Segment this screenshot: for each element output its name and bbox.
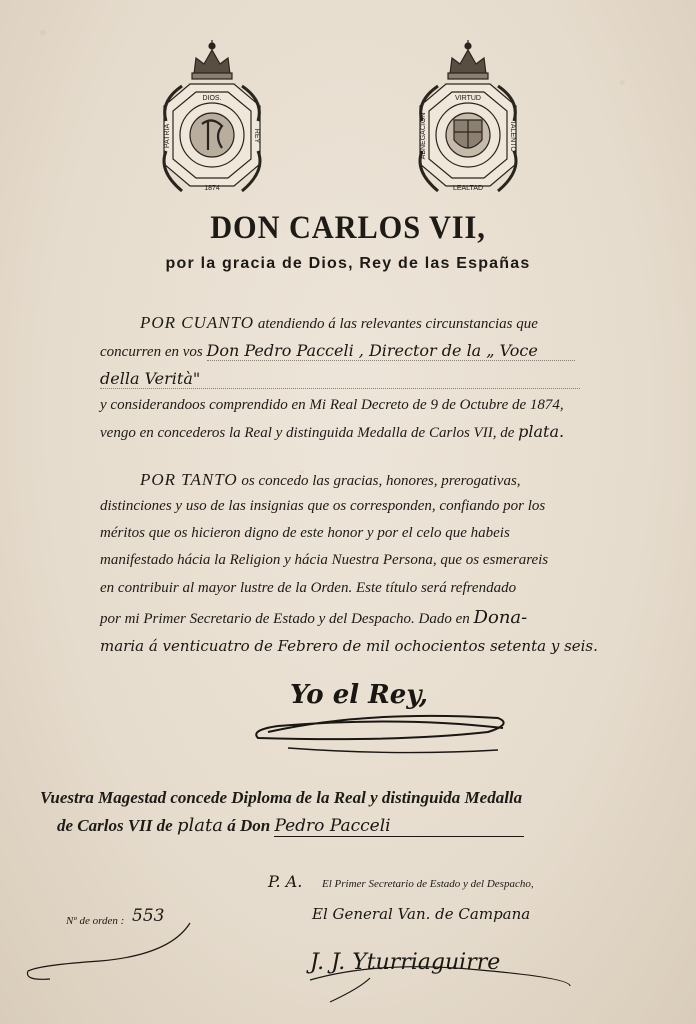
paper-stain xyxy=(620,80,625,85)
order-number-value: 553 xyxy=(132,906,165,926)
summary-recipient-handwritten: Pedro Pacceli xyxy=(274,816,524,837)
left-royal-seal xyxy=(152,36,272,201)
seal-left-top-text: DIOS. xyxy=(202,95,222,102)
p1-line-4: y considerandoos comprendido en Mi Real Decreto de 9 de Octubre de 1874, xyxy=(100,397,564,413)
summary-line-2-print-b: á Don xyxy=(227,816,271,835)
secretary-signature-handwritten: J. J. Yturriaguirre xyxy=(310,950,501,975)
seal-right-right-text: TALENTO xyxy=(509,120,516,152)
p1-line-3 xyxy=(100,369,580,389)
document-subtitle: por la gracia de Dios, Rey de las Españas xyxy=(165,255,531,272)
p2-line-1-text: os concedo las gracias, honores, prerogativas, xyxy=(241,473,521,489)
order-number-flourish xyxy=(20,915,200,985)
p2-line-4: manifestado hácia la Religion y hácia Nuestra Persona, que os esmerareis xyxy=(100,552,549,568)
p2-line-6 xyxy=(100,607,527,628)
paper-stain xyxy=(40,30,46,36)
p1-line-2 xyxy=(100,341,575,361)
seal-left-year-text: 1874 xyxy=(204,185,220,192)
summary-line-2 xyxy=(57,815,524,837)
seal-left-right-text: REY xyxy=(253,128,260,144)
right-royal-seal xyxy=(408,36,528,201)
secretary-name-handwritten: El General Van. de Campana xyxy=(312,905,531,923)
p1-line-5 xyxy=(100,422,564,442)
summary-medal-handwritten: plata xyxy=(176,815,223,836)
p2-line-6-print: por mi Primer Secretario de Estado y del Despacho. Dado en xyxy=(100,611,470,627)
recipient-handwritten-cont: della Verità" xyxy=(100,369,580,389)
summary-line-2-print-a: de Carlos VII de xyxy=(57,816,173,835)
p2-line-3: méritos que os hicieron digno de este honor y por el celo que habeis xyxy=(100,525,510,541)
seal-left-left-text: PATRIA xyxy=(164,123,171,149)
summary-line-1: Vuestra Magestad concede Diploma de la Real y distinguida Medalla xyxy=(40,788,523,807)
secretary-initials: P. A. xyxy=(268,872,303,891)
p2-lead: POR TANTO xyxy=(140,470,238,489)
recipient-handwritten: Don Pedro Pacceli , Director de la „ Voce xyxy=(207,341,575,361)
seal-right-bottom-text: LEALTAD xyxy=(452,185,484,192)
p1-line-1-text: atendiendo á las relevantes circunstancias que xyxy=(257,316,538,332)
p2-line-7 xyxy=(100,637,598,656)
p1-line-5-print: vengo en concederos la Real y distinguida Medalla de Carlos VII, de xyxy=(100,425,515,441)
p1-line-1 xyxy=(140,313,538,333)
p2-line-1 xyxy=(140,470,521,490)
p2-line-5: en contribuir al mayor lustre de la Orden. Este título será refrendado xyxy=(100,580,517,596)
p1-lead: POR CUANTO xyxy=(140,313,255,332)
seal-right-top-text: VIRTUD xyxy=(455,95,481,102)
secretary-title: El Primer Secretario de Estado y del Despacho, xyxy=(322,878,534,890)
date-handwritten: maria á venticuatro de Febrero de mil ochocientos setenta y seis. xyxy=(100,637,598,655)
medal-class-handwritten: plata. xyxy=(518,422,565,441)
p2-line-2: distinciones y uso de las insignias que os corresponden, confiando por los xyxy=(100,498,546,514)
royal-signature-flourish xyxy=(248,700,518,760)
secretary-signature-flourish xyxy=(300,940,590,1010)
document-title: DON CARLOS VII, xyxy=(210,210,486,246)
place-handwritten: Dona- xyxy=(473,607,528,628)
order-number-label: Nº de orden : xyxy=(66,915,125,927)
seal-right-left-text: ABNEGACION xyxy=(420,112,427,160)
royal-signature-text: Yo el Rey, xyxy=(290,680,428,710)
p1-line-2-print: concurren en vos xyxy=(100,344,203,360)
